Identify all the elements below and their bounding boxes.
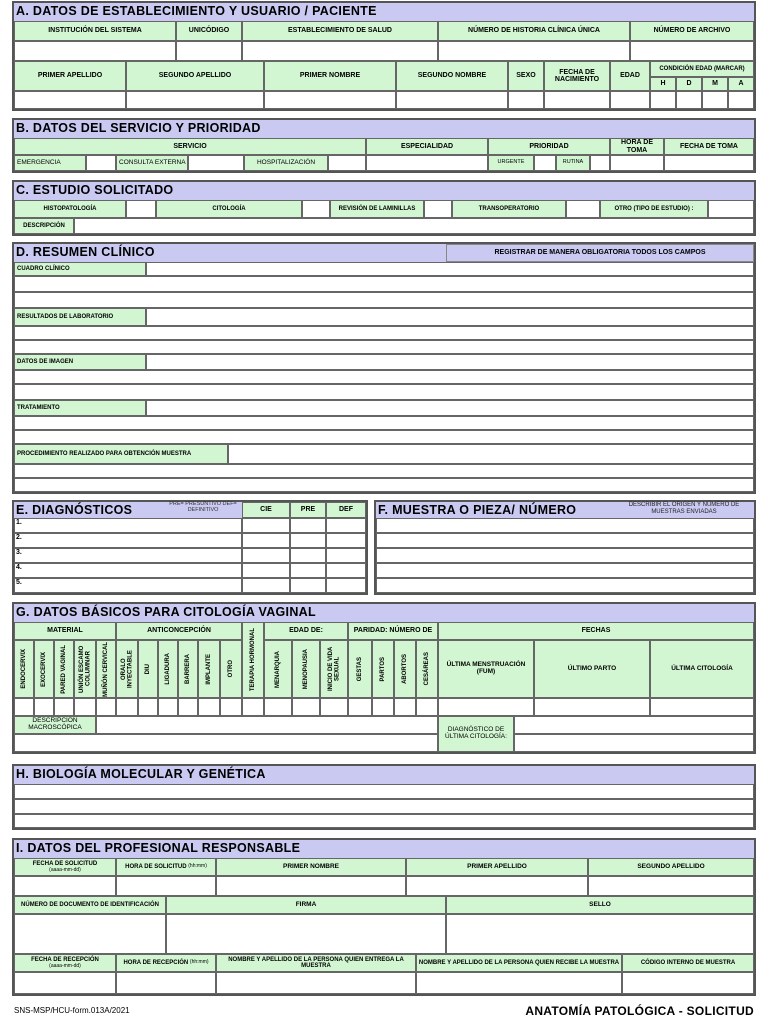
- sample-line[interactable]: [376, 563, 754, 578]
- label-descripcion-macroscopica: DESCRIPCIÓN MACROSCÓPICA: [14, 716, 96, 734]
- section-d: [12, 242, 756, 494]
- cell-inicio-vida-sexual[interactable]: [320, 698, 348, 716]
- label-institucion: INSTITUCIÓN DEL SISTEMA: [14, 21, 176, 41]
- label-servicio: SERVICIO: [14, 138, 366, 155]
- vt-text: CESÁREAS: [423, 652, 430, 686]
- vt-text: ABORTOS: [401, 654, 408, 684]
- label-consulta-externa: CONSULTA EXTERNA: [116, 155, 188, 171]
- form-code: SNS-MSP/HCU-form.013A/2021: [14, 1006, 130, 1015]
- input-fecha-nacimiento[interactable]: [544, 91, 610, 109]
- vt-text: BARRERA: [184, 654, 191, 684]
- label-datos-imagen: DATOS DE IMAGEN: [14, 354, 146, 370]
- label-cond-a: A: [728, 77, 754, 91]
- label-resultados-laboratorio: RESULTADOS DE LABORATORIO: [14, 308, 146, 326]
- input-biologia-line-2[interactable]: [14, 799, 754, 814]
- cell-pared-vaginal[interactable]: [54, 698, 74, 716]
- section-d-note: REGISTRAR DE MANERA OBLIGATORIA TODOS LOS CAMPOS: [446, 244, 754, 262]
- label-pre: PRE: [290, 502, 326, 518]
- label-hora-solicitud: [116, 858, 216, 876]
- label-menopausia: [292, 640, 320, 698]
- diagnostic-def[interactable]: [326, 578, 366, 593]
- label-e-legend: PRE= PRESUNTIVO DEF= DEFINITIVO: [169, 501, 237, 513]
- input-tratamiento-line-3[interactable]: [14, 430, 754, 444]
- row-number: 5.: [16, 579, 22, 586]
- section-g-title: G. DATOS BÁSICOS PARA CITOLOGÍA VAGINAL: [14, 604, 754, 623]
- label-cond-d: D: [676, 77, 702, 91]
- input-codigo-interno[interactable]: [622, 972, 754, 994]
- label-anticoncepcion: ANTICONCEPCIÓN: [116, 622, 242, 640]
- input-procedimiento-line-2[interactable]: [14, 464, 754, 478]
- input-segundo-nombre[interactable]: [396, 91, 508, 109]
- label-firma: FIRMA: [166, 896, 446, 914]
- hora-solicitud-format: (hh:mm): [188, 863, 207, 870]
- vt-text: MENOPAUSIA: [302, 648, 309, 690]
- input-datos-imagen[interactable]: [146, 354, 754, 370]
- checkbox-revision-laminillas[interactable]: [424, 200, 452, 218]
- input-hora-recepcion[interactable]: [116, 972, 216, 994]
- label-primer-apellido: PRIMER APELLIDO: [14, 61, 126, 91]
- label-def: DEF: [326, 502, 366, 518]
- cell-oral-inyectable[interactable]: [116, 698, 138, 716]
- label-historia-clinica: NÚMERO DE HISTORIA CLÍNICA ÚNICA: [438, 21, 630, 41]
- input-fecha-toma[interactable]: [664, 155, 754, 171]
- vt-text: ORALO INYECTABLE: [120, 650, 133, 688]
- cell-ultimo-parto[interactable]: [534, 698, 650, 716]
- vt-text: IMPLANTE: [205, 653, 212, 685]
- label-segundo-nombre: SEGUNDO NOMBRE: [396, 61, 508, 91]
- input-diagnostico-line-2[interactable]: [514, 734, 754, 752]
- checkbox-transoperatorio[interactable]: [566, 200, 600, 218]
- section-e-title: E. DIAGNÓSTICOS: [14, 502, 366, 519]
- diagnostic-row[interactable]: [14, 518, 242, 533]
- label-codigo-interno: CÓDIGO INTERNO DE MUESTRA: [622, 954, 754, 972]
- input-procedimiento[interactable]: [228, 444, 754, 464]
- cell-partos[interactable]: [372, 698, 394, 716]
- label-establecimiento: ESTABLECIMIENTO DE SALUD: [242, 21, 438, 41]
- label-union-escamo: [74, 640, 96, 698]
- section-a: [12, 1, 756, 111]
- label-descripcion: DESCRIPCIÓN: [14, 218, 74, 234]
- input-diagnostico-ultima-citologia[interactable]: [514, 716, 754, 734]
- label-prioridad: PRIORIDAD: [488, 138, 610, 155]
- cell-cesareas[interactable]: [416, 698, 438, 716]
- citologia-values-row: [14, 698, 754, 716]
- label-otro-estudio: OTRO (TIPO DE ESTUDIO) :: [600, 200, 708, 218]
- label-condicion-edad: CONDICIÓN EDAD (MARCAR): [650, 61, 754, 77]
- vt-text: LIGADURA: [164, 653, 171, 685]
- label-unicodigo: UNICÓDIGO: [176, 21, 242, 41]
- input-unicodigo[interactable]: [176, 41, 242, 61]
- diagnostic-pre[interactable]: [290, 578, 326, 593]
- label-tratamiento: TRATAMIENTO: [14, 400, 146, 416]
- input-imagen-line-3[interactable]: [14, 384, 754, 400]
- input-biologia-line-1[interactable]: [14, 784, 754, 799]
- vt-text: UNIÓN ESCAMO COLUMNAR: [78, 645, 91, 693]
- cell-menopausia[interactable]: [292, 698, 320, 716]
- label-fecha-toma: FECHA DE TOMA: [664, 138, 754, 155]
- cell-exocervix[interactable]: [34, 698, 54, 716]
- cell-otro[interactable]: [220, 698, 242, 716]
- label-cond-m: M: [702, 77, 728, 91]
- checkbox-urgente[interactable]: [534, 155, 556, 171]
- input-primer-nombre-profesional[interactable]: [216, 876, 406, 896]
- input-sexo[interactable]: [508, 91, 544, 109]
- input-biologia-line-3[interactable]: [14, 814, 754, 828]
- input-laboratorio-line-3[interactable]: [14, 340, 754, 354]
- diagnostic-cie[interactable]: [242, 563, 290, 578]
- label-inicio-vida-sexual: [320, 640, 348, 698]
- label-especialidad: ESPECIALIDAD: [366, 138, 488, 155]
- label-barrera: [178, 640, 198, 698]
- terapia-text: TERAPIA HORMONAL: [249, 628, 256, 692]
- label-cie: CIE: [242, 502, 290, 518]
- diagnostics-table: [14, 518, 366, 593]
- diagnostic-row[interactable]: [14, 578, 242, 593]
- checkbox-cond-h[interactable]: [650, 91, 676, 109]
- sample-line[interactable]: [376, 548, 754, 563]
- label-terapia-hormonal: [242, 622, 264, 698]
- label-primer-nombre: PRIMER NOMBRE: [264, 61, 396, 91]
- input-procedimiento-line-3[interactable]: [14, 478, 754, 492]
- checkbox-histopatologia[interactable]: [126, 200, 156, 218]
- input-segundo-apellido[interactable]: [126, 91, 264, 109]
- label-citologia: CITOLOGÍA: [156, 200, 302, 218]
- input-fecha-recepcion[interactable]: [14, 972, 116, 994]
- vt-text: DIU: [144, 663, 151, 675]
- label-ligadura: [158, 640, 178, 698]
- label-persona-entrega: NOMBRE Y APELLIDO DE LA PERSONA QUIEN ENTREGA LA MUESTRA: [216, 954, 416, 972]
- label-hora-recepcion: [116, 954, 216, 972]
- label-pared-vaginal: [54, 640, 74, 698]
- input-numero-documento[interactable]: [14, 914, 166, 954]
- label-partos: [372, 640, 394, 698]
- section-f: [374, 500, 756, 595]
- row-number: 1.: [16, 519, 22, 526]
- label-fecha-nacimiento: FECHA DE NACIMIENTO: [544, 61, 610, 91]
- section-e: [12, 500, 368, 595]
- diagnostic-def[interactable]: [326, 533, 366, 548]
- section-c: [12, 180, 756, 236]
- label-otro: [220, 640, 242, 698]
- diagnostic-pre[interactable]: [290, 548, 326, 563]
- label-procedimiento: PROCEDIMIENTO REALIZADO PARA OBTENCIÓN MUESTRA: [14, 444, 228, 464]
- vt-text: GESTAS: [356, 656, 363, 682]
- cell-endocervix[interactable]: [14, 698, 34, 716]
- label-diagnostico-ultima-citologia: DIAGNÓSTICO DE ÚLTIMA CITOLOGÍA:: [438, 716, 514, 752]
- label-gestas: [348, 640, 372, 698]
- cell-ligadura[interactable]: [158, 698, 178, 716]
- vt-text: INICIO DE VIDA SEXUAL: [327, 646, 340, 692]
- label-revision-laminillas: REVISIÓN DE LAMINILLAS: [330, 200, 424, 218]
- label-transoperatorio: TRANSOPERATORIO: [452, 200, 566, 218]
- section-b: [12, 118, 756, 173]
- input-cuadro-clinico[interactable]: [146, 262, 754, 276]
- input-cuadro-line-3[interactable]: [14, 292, 754, 308]
- input-segundo-apellido-profesional[interactable]: [588, 876, 754, 896]
- vt-text: MUÑÓN CERVICAL: [102, 641, 109, 697]
- fecha-solicitud-format: (aaaa-mm-dd): [49, 866, 81, 873]
- label-primer-apellido-profesional: PRIMER APELLIDO: [406, 858, 588, 876]
- diagnostic-cie[interactable]: [242, 578, 290, 593]
- cell-terapia-hormonal[interactable]: [242, 698, 264, 716]
- label-hospitalizacion: HOSPITALIZACIÓN: [244, 155, 328, 171]
- vt-text: PARED VAGINAL: [60, 644, 67, 694]
- section-g: [12, 602, 756, 754]
- label-fecha-recepcion: [14, 954, 116, 972]
- sample-line[interactable]: [376, 533, 754, 548]
- input-primer-apellido[interactable]: [14, 91, 126, 109]
- label-hora-toma: HORA DE TOMA: [610, 138, 664, 155]
- checkbox-cond-m[interactable]: [702, 91, 728, 109]
- input-tratamiento[interactable]: [146, 400, 754, 416]
- label-numero-archivo: NÚMERO DE ARCHIVO: [630, 21, 754, 41]
- sample-line[interactable]: [376, 578, 754, 593]
- section-h-title: H. BIOLOGÍA MOLECULAR Y GENÉTICA: [14, 766, 754, 785]
- hora-solicitud-text: HORA DE SOLICITUD: [125, 863, 187, 870]
- checkbox-cond-d[interactable]: [676, 91, 702, 109]
- label-numero-documento: NÚMERO DE DOCUMENTO DE IDENTIFICACIÓN: [14, 896, 166, 914]
- cell-ultima-citologia[interactable]: [650, 698, 754, 716]
- label-paridad: PARIDAD: NÚMERO DE: [348, 622, 438, 640]
- label-exocervix: [34, 640, 54, 698]
- input-imagen-line-2[interactable]: [14, 370, 754, 384]
- form-title: ANATOMÍA PATOLÓGICA - SOLICITUD: [525, 1004, 754, 1018]
- diagnostic-row[interactable]: [14, 548, 242, 563]
- label-implante: [198, 640, 220, 698]
- hora-recepcion-format: (hh:mm): [189, 959, 209, 966]
- checkbox-hospitalizacion[interactable]: [328, 155, 366, 171]
- diagnostic-pre[interactable]: [290, 518, 326, 533]
- label-fecha-solicitud: [14, 858, 116, 876]
- cell-gestas[interactable]: [348, 698, 372, 716]
- diagnostic-row[interactable]: [14, 563, 242, 578]
- label-fechas: FECHAS: [438, 622, 754, 640]
- input-numero-archivo[interactable]: [630, 41, 754, 61]
- diagnostic-pre[interactable]: [290, 563, 326, 578]
- checkbox-citologia[interactable]: [302, 200, 330, 218]
- label-segundo-apellido-profesional: SEGUNDO APELLIDO: [588, 858, 754, 876]
- cell-diu[interactable]: [138, 698, 158, 716]
- label-ultima-citologia: ÚLTIMA CITOLOGÍA: [650, 640, 754, 698]
- cell-union-escamo[interactable]: [74, 698, 96, 716]
- label-endocervix: [14, 640, 34, 698]
- input-institucion[interactable]: [14, 41, 176, 61]
- input-sello[interactable]: [446, 914, 754, 954]
- section-h: [12, 764, 756, 830]
- row-number: 2.: [16, 534, 22, 541]
- row-number: 3.: [16, 549, 22, 556]
- checkbox-rutina[interactable]: [590, 155, 610, 171]
- input-cuadro-line-2[interactable]: [14, 276, 754, 292]
- cell-menarquia[interactable]: [264, 698, 292, 716]
- label-material: MATERIAL: [14, 622, 116, 640]
- label-cond-h: H: [650, 77, 676, 91]
- input-firma[interactable]: [166, 914, 446, 954]
- input-historia-clinica[interactable]: [438, 41, 630, 61]
- input-descripcion[interactable]: [74, 218, 754, 234]
- checkbox-emergencia[interactable]: [86, 155, 116, 171]
- label-diu: [138, 640, 158, 698]
- checkbox-cond-a[interactable]: [728, 91, 754, 109]
- input-persona-entrega[interactable]: [216, 972, 416, 994]
- label-menarquia: [264, 640, 292, 698]
- hora-recepcion-text: HORA DE RECEPCIÓN: [123, 959, 189, 966]
- label-emergencia: EMERGENCIA: [14, 155, 86, 171]
- label-rutina: RUTINA: [556, 155, 590, 171]
- label-urgente: URGENTE: [488, 155, 534, 171]
- diagnostic-row[interactable]: [14, 533, 242, 548]
- cell-munon-cervical[interactable]: [96, 698, 116, 716]
- fecha-solicitud-text: FECHA DE SOLICITUD: [32, 861, 98, 868]
- input-hora-solicitud[interactable]: [116, 876, 216, 896]
- diagnostic-def[interactable]: [326, 548, 366, 563]
- cell-barrera[interactable]: [178, 698, 198, 716]
- diagnostic-cie[interactable]: [242, 533, 290, 548]
- diagnostic-def[interactable]: [326, 518, 366, 533]
- cell-abortos[interactable]: [394, 698, 416, 716]
- label-cesareas: [416, 640, 438, 698]
- fecha-recepcion-format: (aaaa-mm-dd): [49, 962, 81, 969]
- section-f-title: F. MUESTRA O PIEZA/ NÚMERO: [376, 502, 754, 519]
- label-munon-cervical: [96, 640, 116, 698]
- vt-text: MENARQUIA: [274, 650, 281, 688]
- checkbox-consulta-externa[interactable]: [188, 155, 244, 171]
- label-ultimo-parto: ÚLTIMO PARTO: [534, 640, 650, 698]
- vt-text: EXOCERVIX: [40, 651, 47, 687]
- section-c-title: C. ESTUDIO SOLICITADO: [14, 182, 754, 201]
- cell-implante[interactable]: [198, 698, 220, 716]
- label-primer-nombre-profesional: PRIMER NOMBRE: [216, 858, 406, 876]
- label-sello: SELLO: [446, 896, 754, 914]
- label-histopatologia: HISTOPATOLOGÍA: [14, 200, 126, 218]
- input-persona-recibe[interactable]: [416, 972, 622, 994]
- section-b-title: B. DATOS DEL SERVICIO Y PRIORIDAD: [14, 120, 754, 139]
- section-a-title: A. DATOS DE ESTABLECIMIENTO Y USUARIO / PACIENTE: [14, 3, 754, 22]
- vt-text: OTRO: [227, 660, 234, 678]
- input-descripcion-macroscopica[interactable]: [96, 716, 438, 734]
- section-i-title: I. DATOS DEL PROFESIONAL RESPONSABLE: [14, 840, 754, 859]
- label-ultima-menstruacion: ÚLTIMA MENSTRUACIÓN (FUM): [438, 640, 534, 698]
- fecha-recepcion-text: FECHA DE RECEPCIÓN: [31, 957, 99, 964]
- label-edad-de: EDAD DE:: [264, 622, 348, 640]
- input-edad[interactable]: [610, 91, 650, 109]
- input-hora-toma[interactable]: [610, 155, 664, 171]
- sample-line[interactable]: [376, 518, 754, 533]
- diagnostic-pre[interactable]: [290, 533, 326, 548]
- input-primer-nombre[interactable]: [264, 91, 396, 109]
- label-segundo-apellido: SEGUNDO APELLIDO: [126, 61, 264, 91]
- diagnostic-def[interactable]: [326, 563, 366, 578]
- label-edad: EDAD: [610, 61, 650, 91]
- input-tratamiento-line-2[interactable]: [14, 416, 754, 430]
- diagnostic-cie[interactable]: [242, 518, 290, 533]
- cell-ultima-menstruacion[interactable]: [438, 698, 534, 716]
- input-especialidad[interactable]: [366, 155, 488, 171]
- input-establecimiento[interactable]: [242, 41, 438, 61]
- row-number: 4.: [16, 564, 22, 571]
- label-persona-recibe: NOMBRE Y APELLIDO DE LA PERSONA QUIEN RECIBE LA MUESTRA: [416, 954, 622, 972]
- vt-text: ENDOCERVIX: [20, 649, 27, 689]
- input-macroscopica-line-2[interactable]: [14, 734, 438, 752]
- input-resultados-laboratorio[interactable]: [146, 308, 754, 326]
- diagnostic-cie[interactable]: [242, 548, 290, 563]
- input-otro-estudio[interactable]: [708, 200, 754, 218]
- input-primer-apellido-profesional[interactable]: [406, 876, 588, 896]
- label-abortos: [394, 640, 416, 698]
- vt-text: PARTOS: [379, 656, 386, 682]
- input-fecha-solicitud[interactable]: [14, 876, 116, 896]
- label-cuadro-clinico: CUADRO CLÍNICO: [14, 262, 146, 276]
- input-laboratorio-line-2[interactable]: [14, 326, 754, 340]
- section-d-title-text: D. RESUMEN CLÍNICO: [16, 245, 155, 259]
- label-f-note: DESCRIBIR EL ORIGEN Y NÚMERO DE MUESTRAS ENVIADAS: [628, 502, 740, 515]
- section-i: [12, 838, 756, 996]
- label-oral-inyectable: [116, 640, 138, 698]
- label-sexo: SEXO: [508, 61, 544, 91]
